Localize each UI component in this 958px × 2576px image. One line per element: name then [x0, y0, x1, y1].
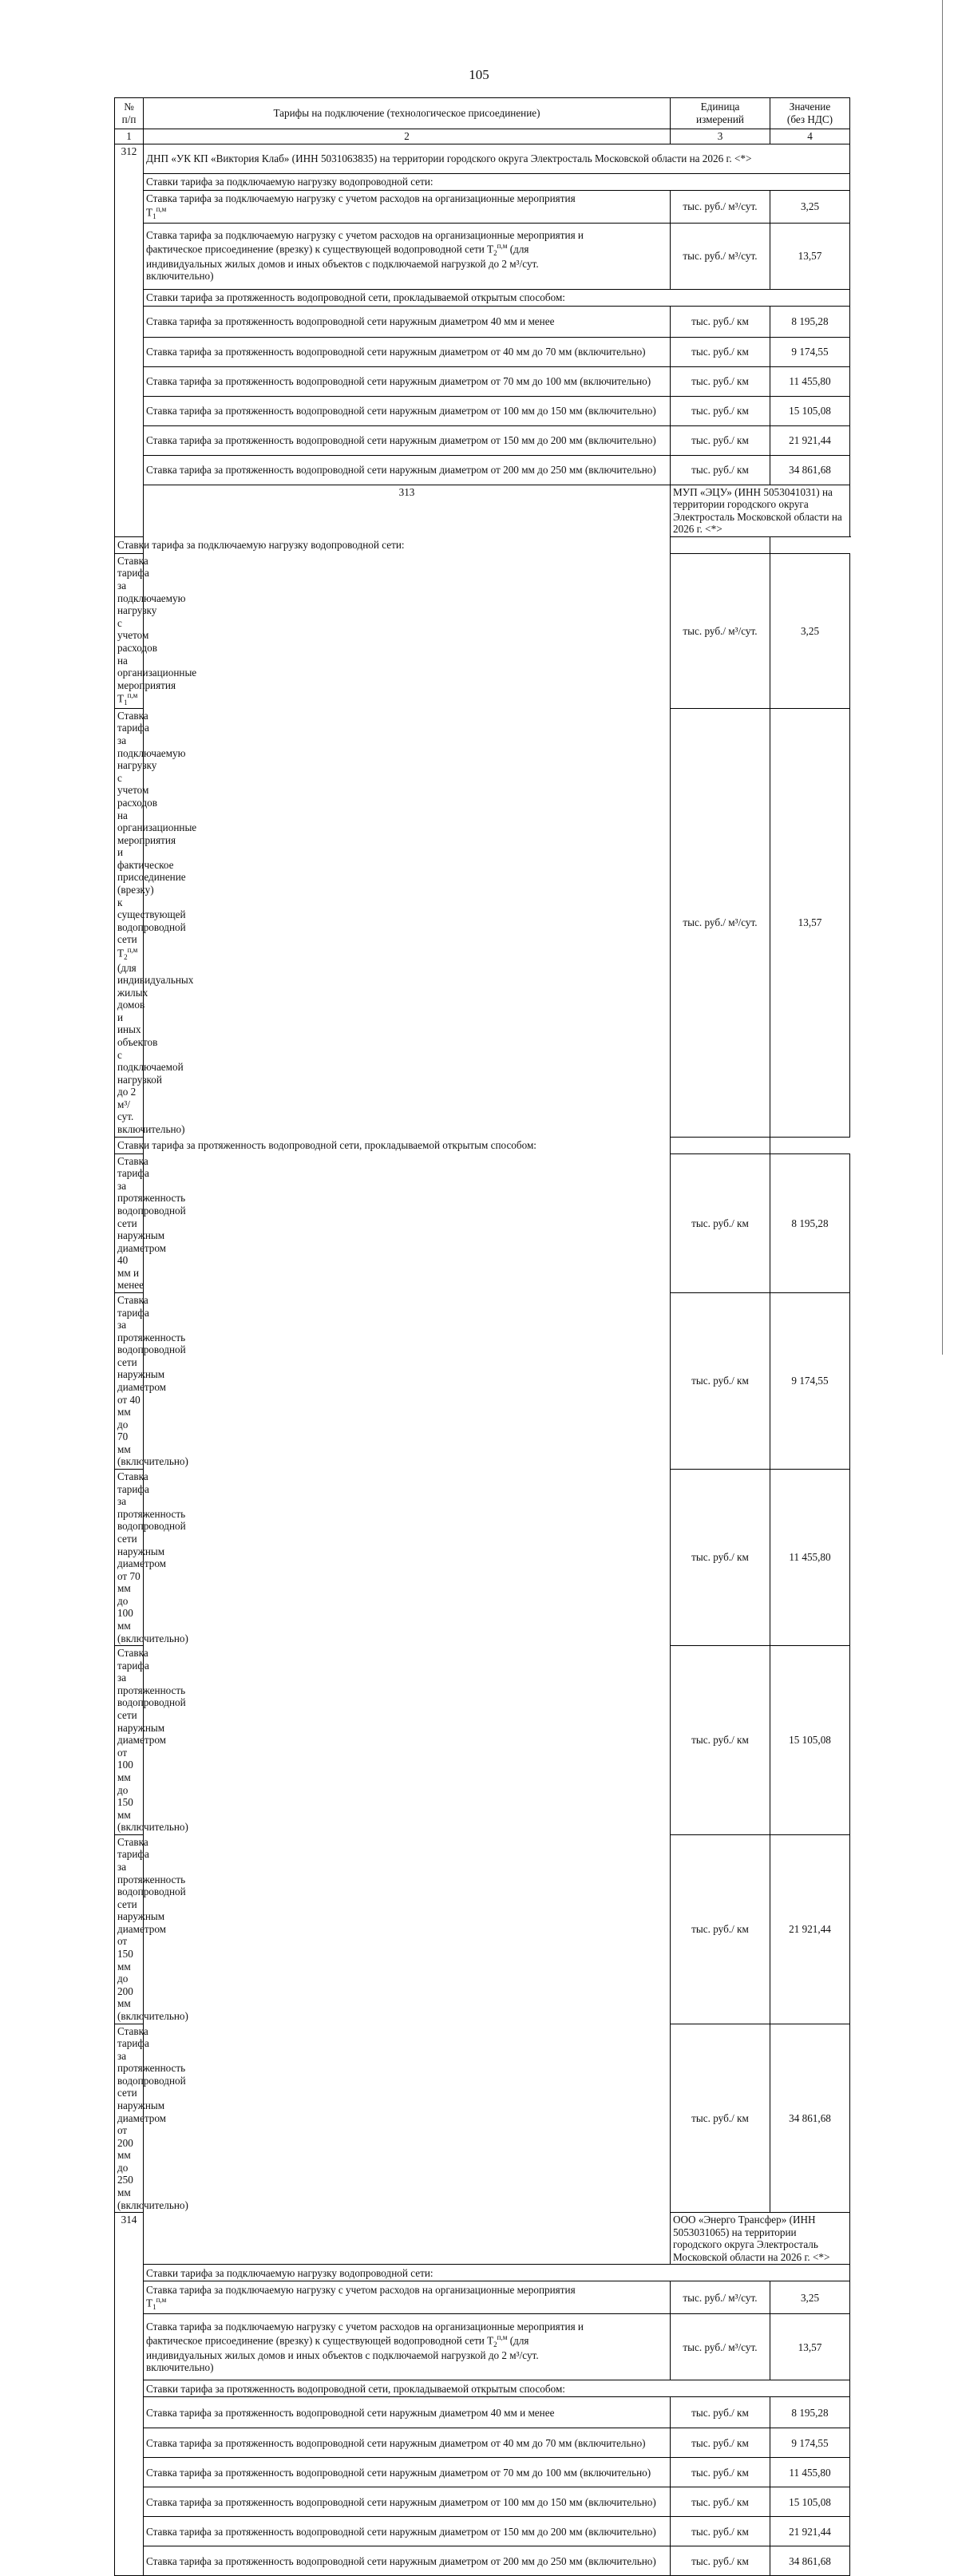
organization-name: ДНП «УК КП «Виктория Клаб» (ИНН 5031063835) на территории городского округа Электросталь Московской области на 2026 г. <*>	[144, 144, 850, 173]
rate-unit: тыс. руб./ км	[671, 455, 770, 485]
section-title: Ставки тарифа за протяженность водопроводной сети, прокладываемой открытым способом:	[144, 2380, 850, 2397]
rate-description: Ставка тарифа за протяженность водопроводной сети наружным диаметром от 150 мм до 200 мм (включительно)	[144, 2517, 671, 2546]
rate-value: 11 455,80	[770, 1470, 850, 1646]
rate-value: 21 921,44	[770, 425, 850, 455]
rate-unit: тыс. руб./ м³/сут.	[671, 223, 770, 289]
rate-description: Ставка тарифа за подключаемую нагрузку с учетом расходов на организационные мероприятия $T_1^{п,м}$	[144, 2281, 671, 2314]
table-row	[115, 366, 850, 396]
tariff-table	[114, 97, 850, 2576]
table-row	[115, 190, 850, 223]
rate-unit: тыс. руб./ км	[671, 306, 770, 337]
column-number-row	[115, 129, 850, 144]
rate-description: Ставка тарифа за протяженность водопроводной сети наружным диаметром от 70 мм до 100 мм (включительно)	[115, 1470, 144, 1646]
organization-row	[115, 144, 850, 173]
table-row	[115, 455, 850, 485]
column-number: 1	[115, 129, 144, 144]
rate-unit: тыс. руб./ км	[671, 2458, 770, 2487]
rate-description: Ставка тарифа за подключаемую нагрузку с учетом расходов на организационные мероприятия $T_1^{п,м}$	[115, 553, 144, 708]
rate-description: Ставка тарифа за протяженность водопроводной сети наружным диаметром 40 мм и менее	[115, 1153, 144, 1292]
rate-unit: тыс. руб./ м³/сут.	[671, 553, 770, 708]
column-number: 3	[671, 129, 770, 144]
rate-description: Ставка тарифа за протяженность водопроводной сети наружным диаметром от 100 мм до 150 мм (включительно)	[144, 396, 671, 425]
rate-value: 13,57	[770, 708, 850, 1137]
section-row	[115, 289, 850, 306]
rate-unit: тыс. руб./ км	[671, 2024, 770, 2213]
rate-value: 13,57	[770, 2314, 850, 2380]
rate-value: 3,25	[770, 553, 850, 708]
table-header-row	[115, 98, 850, 129]
section-title: Ставки тарифа за протяженность водопроводной сети, прокладываемой открытым способом:	[144, 289, 850, 306]
rate-description: Ставка тарифа за подключаемую нагрузку с учетом расходов на организационные мероприятия $T_1^{п,м}$	[144, 190, 671, 223]
column-number: 4	[770, 129, 850, 144]
rate-unit: тыс. руб./ км	[671, 2487, 770, 2517]
rate-description: Ставка тарифа за протяженность водопроводной сети наружным диаметром от 40 мм до 70 мм (включительно)	[144, 2428, 671, 2458]
section-title: Ставки тарифа за подключаемую нагрузку водопроводной сети:	[144, 2265, 850, 2281]
table-row	[115, 2428, 850, 2458]
section-title: Ставки тарифа за протяженность водопроводной сети, прокладываемой открытым способом:	[115, 1137, 770, 1153]
rate-value: 13,57	[770, 223, 850, 289]
table-row	[115, 2281, 850, 2314]
organization-name: ООО «Энерго Трансфер» (ИНН 5053031065) на территории городского округа Электросталь Московской области на 2026 г. <*>	[671, 2213, 850, 2265]
rate-description: Ставка тарифа за подключаемую нагрузку с учетом расходов на организационные мероприятия и фактическое присоединение (врезку) к существующей водопроводной сети $T_2^{п,м}$ (для индивидуальных жилых домов и иных объектов с подключаемой нагрузкой до 2 м³/сут. включительно)	[144, 223, 671, 289]
header-num: № п/п	[115, 98, 144, 129]
rate-value: 21 921,44	[770, 2517, 850, 2546]
rate-description: Ставка тарифа за протяженность водопроводной сети наружным диаметром от 70 мм до 100 мм (включительно)	[144, 366, 671, 396]
header-name: Тарифы на подключение (технологическое присоединение)	[144, 98, 671, 129]
rate-unit: тыс. руб./ км	[671, 425, 770, 455]
rate-value: 15 105,08	[770, 1646, 850, 1835]
rate-description: Ставка тарифа за протяженность водопроводной сети наружным диаметром от 150 мм до 200 мм (включительно)	[115, 1834, 144, 2024]
table-row	[115, 2517, 850, 2546]
rate-value: 34 861,68	[770, 2024, 850, 2213]
rate-value: 21 921,44	[770, 1834, 850, 2024]
section-row	[115, 1137, 850, 1153]
rate-unit: тыс. руб./ км	[671, 1646, 770, 1835]
table-row	[115, 2314, 850, 2380]
table-row	[115, 337, 850, 366]
rate-unit: тыс. руб./ км	[671, 1834, 770, 2024]
section-row	[115, 536, 850, 553]
rate-value: 11 455,80	[770, 366, 850, 396]
header-unit: Единица измерений	[671, 98, 770, 129]
rate-description: Ставка тарифа за подключаемую нагрузку с учетом расходов на организационные мероприятия и фактическое присоединение (врезку) к существующей водопроводной сети $T_2^{п,м}$ (для индивидуальных жилых домов и иных объектов с подключаемой нагрузкой до 2 м³/сут. включительно)	[144, 2314, 671, 2380]
rate-unit: тыс. руб./ км	[671, 2397, 770, 2428]
rate-description: Ставка тарифа за протяженность водопроводной сети наружным диаметром 40 мм и менее	[144, 306, 671, 337]
rate-unit: тыс. руб./ км	[671, 1292, 770, 1469]
rate-unit: тыс. руб./ км	[671, 396, 770, 425]
rate-value: 3,25	[770, 190, 850, 223]
rate-value: 8 195,28	[770, 306, 850, 337]
table-row	[115, 223, 850, 289]
rate-value: 15 105,08	[770, 2487, 850, 2517]
page-number: 105	[469, 67, 489, 82]
table-row	[115, 2458, 850, 2487]
rate-value: 8 195,28	[770, 2397, 850, 2428]
table-row	[115, 2487, 850, 2517]
rate-unit: тыс. руб./ м³/сут.	[671, 708, 770, 1137]
rate-description: Ставка тарифа за протяженность водопроводной сети наружным диаметром от 100 мм до 150 мм (включительно)	[115, 1646, 144, 1835]
rate-description: Ставка тарифа за протяженность водопроводной сети наружным диаметром 40 мм и менее	[144, 2397, 671, 2428]
row-number: 312	[115, 144, 144, 536]
organization-name: МУП «ЭЦУ» (ИНН 5053041031) на территории городского округа Электросталь Московской области на 2026 г. <*>	[671, 485, 850, 536]
rate-value: 34 861,68	[770, 455, 850, 485]
rate-description: Ставка тарифа за протяженность водопроводной сети наружным диаметром от 40 мм до 70 мм (включительно)	[144, 337, 671, 366]
rate-unit: тыс. руб./ м³/сут.	[671, 2314, 770, 2380]
organization-row	[115, 485, 850, 536]
rate-unit: тыс. руб./ км	[671, 2517, 770, 2546]
rate-description: Ставка тарифа за протяженность водопроводной сети наружным диаметром от 40 мм до 70 мм (включительно)	[115, 1292, 144, 1469]
rate-unit: тыс. руб./ км	[671, 1153, 770, 1292]
section-row	[115, 173, 850, 190]
rate-description: Ставка тарифа за подключаемую нагрузку с учетом расходов на организационные мероприятия и фактическое присоединение (врезку) к существующей водопроводной сети $T_2^{п,м}$ (для индивидуальных жилых домов и иных объектов с подключаемой нагрузкой до 2 м³/сут. включительно)	[115, 708, 144, 1137]
section-row	[115, 2380, 850, 2397]
rate-value: 11 455,80	[770, 2458, 850, 2487]
rate-value: 8 195,28	[770, 1153, 850, 1292]
row-number: 313	[144, 485, 671, 2265]
table-row	[115, 306, 850, 337]
rate-value: 3,25	[770, 2281, 850, 2314]
rate-unit: тыс. руб./ км	[671, 2546, 770, 2576]
section-title: Ставки тарифа за подключаемую нагрузку водопроводной сети:	[115, 536, 770, 553]
section-title: Ставки тарифа за подключаемую нагрузку водопроводной сети:	[144, 173, 850, 190]
rate-description: Ставка тарифа за протяженность водопроводной сети наружным диаметром от 200 мм до 250 мм (включительно)	[144, 2546, 671, 2576]
rate-description: Ставка тарифа за протяженность водопроводной сети наружным диаметром от 150 мм до 200 мм (включительно)	[144, 425, 671, 455]
scan-edge-line	[942, 0, 943, 1355]
section-row	[115, 2265, 850, 2281]
row-number: 314	[115, 2213, 144, 2576]
rate-description: Ставка тарифа за протяженность водопроводной сети наружным диаметром от 200 мм до 250 мм (включительно)	[115, 2024, 144, 2213]
table-row	[115, 396, 850, 425]
table-row	[115, 2546, 850, 2576]
header-value: Значение (без НДС)	[770, 98, 850, 129]
table-row	[115, 425, 850, 455]
rate-unit: тыс. руб./ км	[671, 1470, 770, 1646]
column-number: 2	[144, 129, 671, 144]
rate-value: 9 174,55	[770, 2428, 850, 2458]
rate-unit: тыс. руб./ м³/сут.	[671, 190, 770, 223]
rate-description: Ставка тарифа за протяженность водопроводной сети наружным диаметром от 70 мм до 100 мм (включительно)	[144, 2458, 671, 2487]
rate-unit: тыс. руб./ км	[671, 366, 770, 396]
rate-value: 34 861,68	[770, 2546, 850, 2576]
rate-description: Ставка тарифа за протяженность водопроводной сети наружным диаметром от 100 мм до 150 мм (включительно)	[144, 2487, 671, 2517]
rate-unit: тыс. руб./ км	[671, 2428, 770, 2458]
rate-description: Ставка тарифа за протяженность водопроводной сети наружным диаметром от 200 мм до 250 мм (включительно)	[144, 455, 671, 485]
rate-value: 15 105,08	[770, 396, 850, 425]
rate-value: 9 174,55	[770, 337, 850, 366]
rate-unit: тыс. руб./ км	[671, 337, 770, 366]
table-row	[115, 2397, 850, 2428]
rate-unit: тыс. руб./ м³/сут.	[671, 2281, 770, 2314]
rate-value: 9 174,55	[770, 1292, 850, 1469]
